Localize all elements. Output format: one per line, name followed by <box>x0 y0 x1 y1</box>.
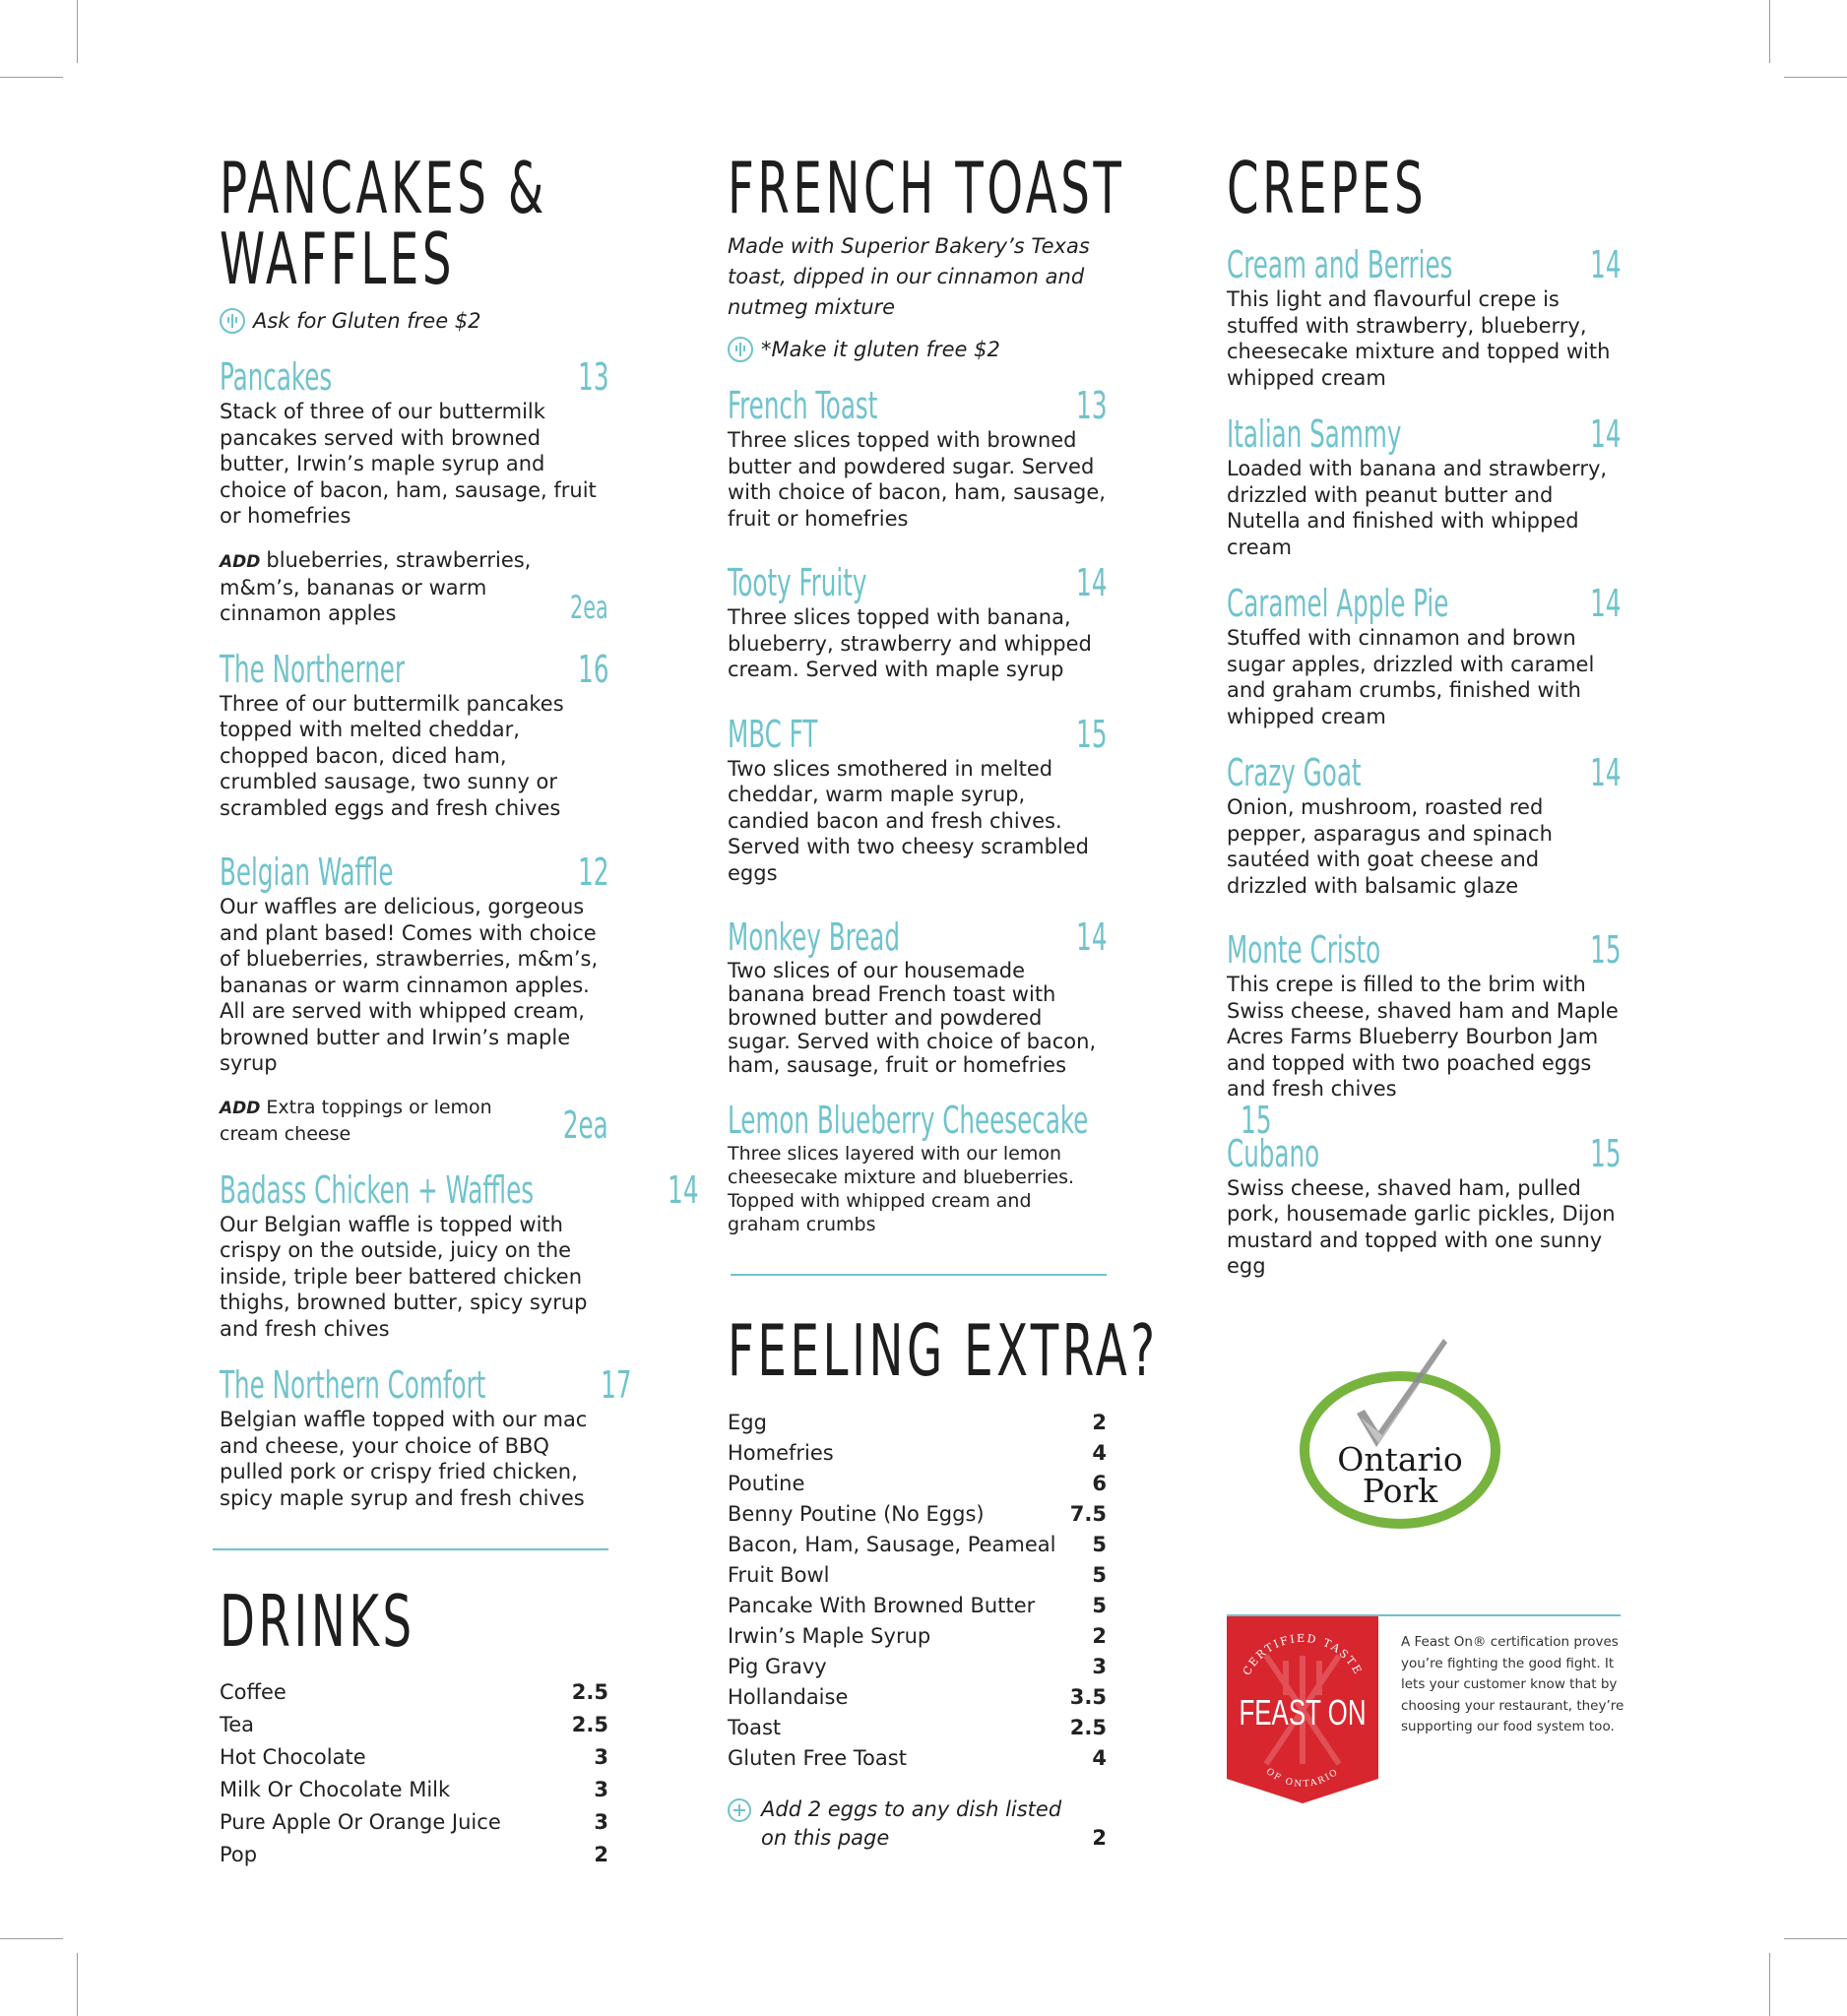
certification-text: A Feast On® certification proves you’re fighting the good fight. It lets your customer know that by choosing your restaurant, they’re supporting our food system too. <box>1401 1634 1624 1734</box>
item-description: Loaded with banana and strawberry, drizzled with peanut butter and Nutella and finished with whipped cream <box>1227 457 1608 559</box>
list-item-price: 2 <box>1092 1624 1107 1648</box>
list-item <box>728 1560 1107 1591</box>
drinks-list <box>220 1676 608 1871</box>
list-item <box>728 1713 1107 1743</box>
menu-item <box>1227 582 1621 729</box>
list-item-name: Pancake With Browned Butter <box>728 1594 1036 1617</box>
section-title-line: DRINKS <box>220 1580 415 1663</box>
item-price: 14 <box>1589 412 1621 456</box>
item-price: 17 <box>601 1363 632 1407</box>
item-description: Two slices of our housemade banana bread French toast with browned butter and powdered sugar. Served with choice of bacon, ham, sausage, fruit or homefries <box>728 959 1097 1077</box>
list-item-name: Homefries <box>728 1441 834 1465</box>
crop-mark <box>77 0 78 63</box>
item-name: Monte Cristo <box>1227 928 1381 972</box>
menu-item <box>728 713 1107 887</box>
add-on-text: blueberries, strawberries, m&m’s, bananas or warm cinnamon apples <box>220 547 532 625</box>
section-title-pancakes <box>220 147 547 300</box>
item-price: 12 <box>577 850 608 894</box>
list-item-price: 3 <box>594 1810 608 1834</box>
badge-top-text: CERTIFIED TASTE <box>1240 1631 1366 1678</box>
item-name: French Toast <box>728 384 878 427</box>
menu-item <box>1227 928 1621 1102</box>
note-line: on this page <box>761 1826 890 1850</box>
list-item <box>728 1438 1107 1469</box>
badge-bottom-text: OF ONTARIO <box>1263 1766 1342 1790</box>
extras-section <box>728 1309 1159 1853</box>
item-price: 14 <box>668 1167 699 1212</box>
list-item <box>728 1652 1107 1682</box>
list-item-name: Egg <box>728 1411 767 1434</box>
item-name: The Northerner <box>220 647 406 691</box>
list-item-name: Milk Or Chocolate Milk <box>220 1778 451 1801</box>
add-eggs-note <box>728 1796 1107 1853</box>
gluten-free-text: *Make it gluten free $2 <box>761 338 1000 361</box>
item-price: 13 <box>1075 384 1107 427</box>
item-description: This light and flavourful crepe is stuffed with strawberry, blueberry, cheesecake mixture and topped with whipped cream <box>1227 287 1611 390</box>
section-title-crepes <box>1227 147 1510 229</box>
menu-item <box>220 1363 632 1511</box>
menu-item <box>1227 243 1621 391</box>
crop-mark <box>0 77 63 78</box>
item-name: Italian Sammy <box>1227 412 1402 456</box>
list-item-price: 3 <box>594 1745 608 1769</box>
item-name: Monkey Bread <box>728 915 900 959</box>
list-item <box>728 1499 1107 1530</box>
list-item <box>728 1682 1107 1713</box>
list-item <box>220 1839 608 1871</box>
menu-item <box>728 561 1107 683</box>
item-price: 14 <box>1589 243 1621 286</box>
item-name: MBC FT <box>728 712 818 756</box>
list-item-price: 4 <box>1092 1746 1107 1770</box>
list-item-name: Benny Poutine (No Eggs) <box>728 1502 985 1526</box>
item-name: The Northern Comfort <box>220 1363 486 1407</box>
add-keyword: ADD <box>220 1098 261 1118</box>
list-item-name: Tea <box>220 1713 255 1736</box>
item-name: Pancakes <box>220 355 333 399</box>
list-item-price: 5 <box>1092 1563 1107 1587</box>
extras-list <box>728 1408 1107 1774</box>
list-item-price: 6 <box>1092 1472 1107 1495</box>
add-on-price: 2ea <box>570 588 608 626</box>
plus-icon <box>728 1798 751 1822</box>
item-price: 14 <box>1075 561 1107 604</box>
section-title-extras <box>728 1309 1159 1392</box>
item-description: This crepe is filled to the brim with Swiss cheese, shaved ham and Maple Acres Farms Blueberry Bourbon Jam and topped with two poached eggs and fresh chives <box>1227 973 1619 1101</box>
menu-item <box>220 850 608 1077</box>
logo-word: Pork <box>1362 1472 1438 1510</box>
logo-word: Ontario <box>1337 1440 1463 1479</box>
list-item-price: 5 <box>1092 1533 1107 1556</box>
crop-mark <box>0 1938 63 1939</box>
add-on-note <box>220 1095 608 1147</box>
item-name: Badass Chicken + Waffles <box>220 1167 535 1212</box>
item-description: Our Belgian waffle is topped with crispy on the outside, juicy on the inside, triple beer battered chicken thighs, browned butter, spicy syrup and fresh chives <box>220 1212 588 1341</box>
list-item-name: Hot Chocolate <box>220 1745 366 1769</box>
item-description: Onion, mushroom, roasted red pepper, asparagus and spinach sautéed with goat cheese and drizzled with balsamic glaze <box>1227 795 1553 898</box>
divider <box>213 1548 608 1550</box>
menu-item <box>1227 1132 1621 1280</box>
list-item <box>220 1676 608 1709</box>
item-description: Stack of three of our buttermilk pancakes served with browned butter, Irwin’s maple syrup and choice of bacon, ham, sausage, fruit or homefries <box>220 400 597 528</box>
crop-mark <box>1769 1953 1770 2016</box>
menu-item <box>220 1167 699 1343</box>
section-title-line: FEELING EXTRA? <box>728 1309 1159 1392</box>
note-price: 2 <box>1092 1826 1107 1850</box>
item-description: Stuffed with cinnamon and brown sugar apples, drizzled with caramel and graham crumbs, finished with whipped cream <box>1227 626 1595 728</box>
crop-mark <box>1784 1938 1847 1939</box>
section-title-line: FRENCH TOAST <box>728 147 1125 229</box>
menu-item <box>728 384 1107 532</box>
list-item <box>220 1806 608 1839</box>
gluten-free-note <box>728 337 1107 362</box>
list-item-name: Pop <box>220 1843 258 1866</box>
list-item-name: Irwin’s Maple Syrup <box>728 1624 931 1648</box>
add-on-price: 2ea <box>563 1102 608 1147</box>
item-description: Three of our buttermilk pancakes topped with melted cheddar, chopped bacon, diced ham, crumbled sausage, two sunny or scrambled eggs and fresh chives <box>220 691 564 820</box>
crop-mark <box>77 1953 78 2016</box>
item-name: Belgian Waffle <box>220 850 394 894</box>
section-title-line: WAFFLES <box>220 218 456 300</box>
menu-item <box>728 915 1107 1077</box>
gluten-free-text: Ask for Gluten free $2 <box>253 309 481 333</box>
list-item <box>728 1469 1107 1499</box>
section-intro: Made with Superior Bakery’s Texas toast, dipped in our cinnamon and nutmeg mixture <box>728 234 1090 319</box>
drinks-section <box>220 1580 608 1871</box>
section-title-line: CREPES <box>1227 147 1428 229</box>
list-item-price: 2 <box>1092 1411 1107 1434</box>
item-description: Two slices smothered in melted cheddar, warm maple syrup, candied bacon and fresh chives. Served with two cheesy scrambled eggs <box>728 756 1089 885</box>
menu-item <box>1227 751 1621 899</box>
item-name: Crazy Goat <box>1227 751 1362 794</box>
item-price: 13 <box>577 355 608 399</box>
add-on-text: Extra toppings or lemon cream cheese <box>220 1096 492 1145</box>
list-item-price: 3.5 <box>1069 1685 1107 1709</box>
item-description: Three slices topped with browned butter and powdered sugar. Served with choice of bacon, ham, sausage, fruit or homefries <box>728 428 1106 531</box>
list-item <box>728 1530 1107 1560</box>
item-name: Caramel Apple Pie <box>1227 582 1449 625</box>
item-description: Three slices layered with our lemon cheesecake mixture and blueberries. Topped with whipped cream and graham crumbs <box>728 1143 1075 1235</box>
list-item <box>728 1408 1107 1438</box>
item-price: 15 <box>1589 1131 1621 1175</box>
pancakes-waffles-column <box>220 147 699 1871</box>
menu-item <box>220 355 608 530</box>
wheat-icon <box>220 308 245 334</box>
item-price: 16 <box>577 647 608 691</box>
item-description: Three slices topped with banana, blueberry, strawberry and whipped cream. Served with maple syrup <box>728 605 1092 681</box>
item-price: 15 <box>1240 1099 1272 1142</box>
feast-on-badge <box>1227 1616 1378 1803</box>
list-item-price: 5 <box>1092 1594 1107 1617</box>
item-name: Tooty Fruity <box>728 561 867 604</box>
ontario-pork-logo <box>1300 1337 1506 1534</box>
add-keyword: ADD <box>220 551 261 572</box>
crop-mark <box>1769 0 1770 63</box>
divider <box>731 1274 1107 1276</box>
list-item <box>220 1741 608 1774</box>
list-item-name: Gluten Free Toast <box>728 1746 907 1770</box>
list-item-price: 2.5 <box>571 1680 608 1704</box>
list-item-name: Hollandaise <box>728 1685 849 1709</box>
crepes-column <box>1227 147 1621 1280</box>
list-item-price: 4 <box>1092 1441 1107 1465</box>
badge-main-text: FEAST ON <box>1239 1692 1367 1733</box>
list-item-price: 2.5 <box>571 1713 608 1736</box>
feast-on-certification <box>1227 1614 1624 1790</box>
item-name: Lemon Blueberry Cheesecake <box>728 1099 1089 1142</box>
item-price: 14 <box>1589 751 1621 794</box>
crop-mark <box>1784 77 1847 78</box>
list-item <box>728 1621 1107 1652</box>
item-name: Cubano <box>1227 1131 1320 1175</box>
note-line: Add 2 eggs to any dish listed <box>761 1797 1062 1821</box>
menu-item <box>220 648 608 822</box>
list-item-price: 2.5 <box>1069 1716 1107 1739</box>
add-on-note <box>220 547 608 626</box>
list-item-name: Poutine <box>728 1472 805 1495</box>
list-item-price: 2 <box>594 1843 608 1866</box>
list-item-price: 3 <box>1092 1655 1107 1678</box>
list-item <box>728 1591 1107 1621</box>
list-item-name: Pure Apple Or Orange Juice <box>220 1810 501 1834</box>
item-name: Cream and Berries <box>1227 243 1453 286</box>
item-description: Belgian waffle topped with our mac and cheese, your choice of BBQ pulled pork or crispy fried chicken, spicy maple syrup and fresh chives <box>220 1408 588 1510</box>
list-item-name: Toast <box>728 1716 782 1739</box>
list-item-name: Fruit Bowl <box>728 1563 830 1587</box>
menu-item <box>728 1099 1272 1236</box>
item-price: 14 <box>1589 582 1621 625</box>
item-price: 14 <box>1075 915 1107 959</box>
item-price: 15 <box>1589 928 1621 972</box>
section-title-french-toast <box>728 147 1125 229</box>
item-price: 15 <box>1075 712 1107 756</box>
french-toast-column <box>728 147 1272 1853</box>
section-title-line: PANCAKES & <box>220 147 547 229</box>
list-item-name: Pig Gravy <box>728 1655 827 1678</box>
menu-item <box>1227 412 1621 560</box>
list-item-price: 3 <box>594 1778 608 1801</box>
section-title-drinks <box>220 1580 499 1663</box>
wheat-icon <box>728 337 753 362</box>
list-item-price: 7.5 <box>1069 1502 1107 1526</box>
gluten-free-note <box>220 308 608 334</box>
list-item <box>220 1709 608 1741</box>
item-description: Swiss cheese, shaved ham, pulled pork, housemade garlic pickles, Dijon mustard and topped with one sunny egg <box>1227 1175 1616 1278</box>
list-item <box>728 1743 1107 1774</box>
list-item-name: Coffee <box>220 1680 287 1704</box>
list-item <box>220 1774 608 1806</box>
item-description: Our waffles are delicious, gorgeous and plant based! Comes with choice of blueberries, strawberries, m&m’s, bananas or warm cinnamon apples. All are served with whipped cream, browned butter and Irwin’s maple syrup <box>220 895 599 1075</box>
list-item-name: Bacon, Ham, Sausage, Peameal <box>728 1533 1056 1556</box>
